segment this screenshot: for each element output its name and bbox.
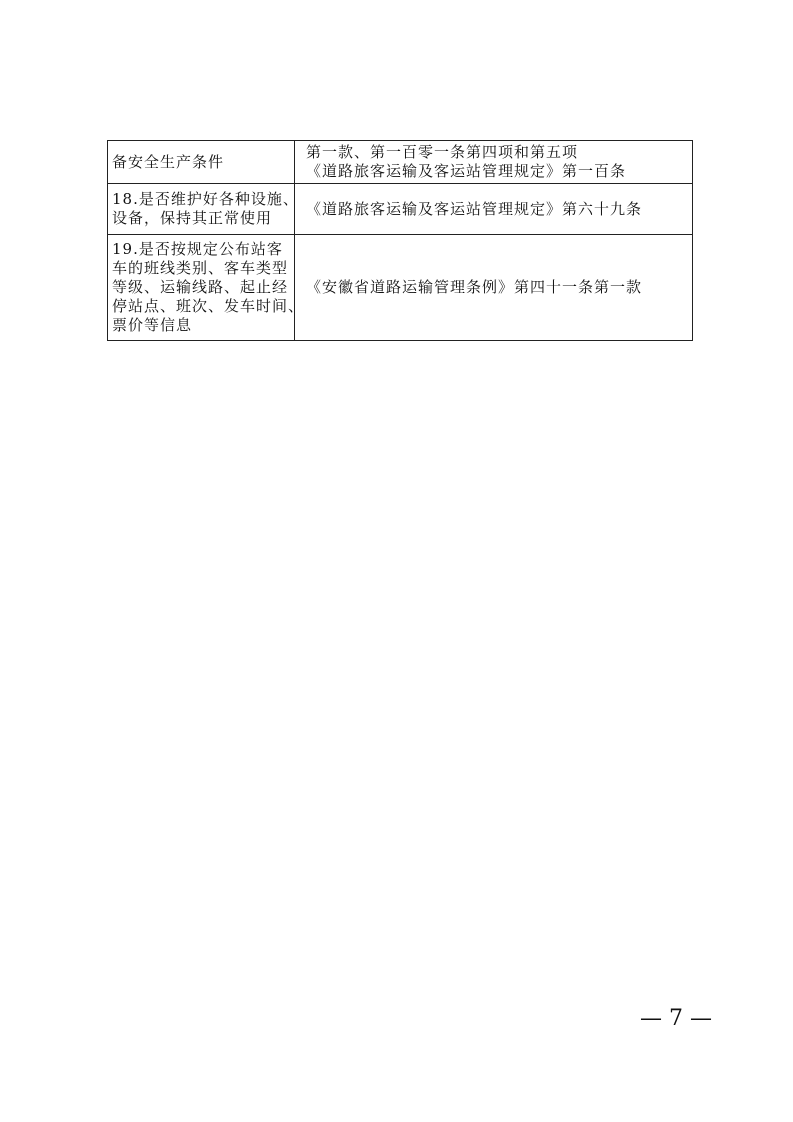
table-row	[108, 141, 693, 184]
table-row	[108, 184, 693, 235]
basis-line: 《道路旅客运输及客运站管理规定》第一百条	[306, 162, 627, 180]
item-line: 等级、运输线路、起止经	[112, 278, 289, 296]
basis-line: 第一款、第一百零一条第四项和第五项	[306, 143, 579, 161]
inspection-item-cell	[108, 184, 299, 235]
inspection-item-cell	[108, 141, 295, 184]
item-line: 车的班线类别、客车类型	[112, 259, 289, 277]
page-number: — 7 —	[640, 1006, 712, 1031]
legal-basis-cell	[295, 235, 693, 341]
item-line: 备安全生产条件	[112, 152, 225, 171]
basis-line: 《道路旅客运输及客运站管理规定》第六十九条	[306, 199, 643, 218]
regulation-table	[107, 140, 693, 341]
item-line: 18.是否维护好各种设施、	[112, 190, 299, 208]
basis-line: 《安徽省道路运输管理条例》第四十一条第一款	[306, 278, 643, 296]
legal-basis-cell	[295, 184, 693, 235]
legal-basis-cell	[295, 141, 693, 184]
table-row	[108, 235, 693, 341]
item-line: 停站点、班次、发车时间、	[112, 297, 305, 315]
item-line: 设备，保持其正常使用	[112, 209, 273, 227]
item-line: 19.是否按规定公布站客	[112, 240, 283, 258]
item-line: 票价等信息	[112, 316, 193, 334]
inspection-item-cell	[108, 235, 305, 341]
